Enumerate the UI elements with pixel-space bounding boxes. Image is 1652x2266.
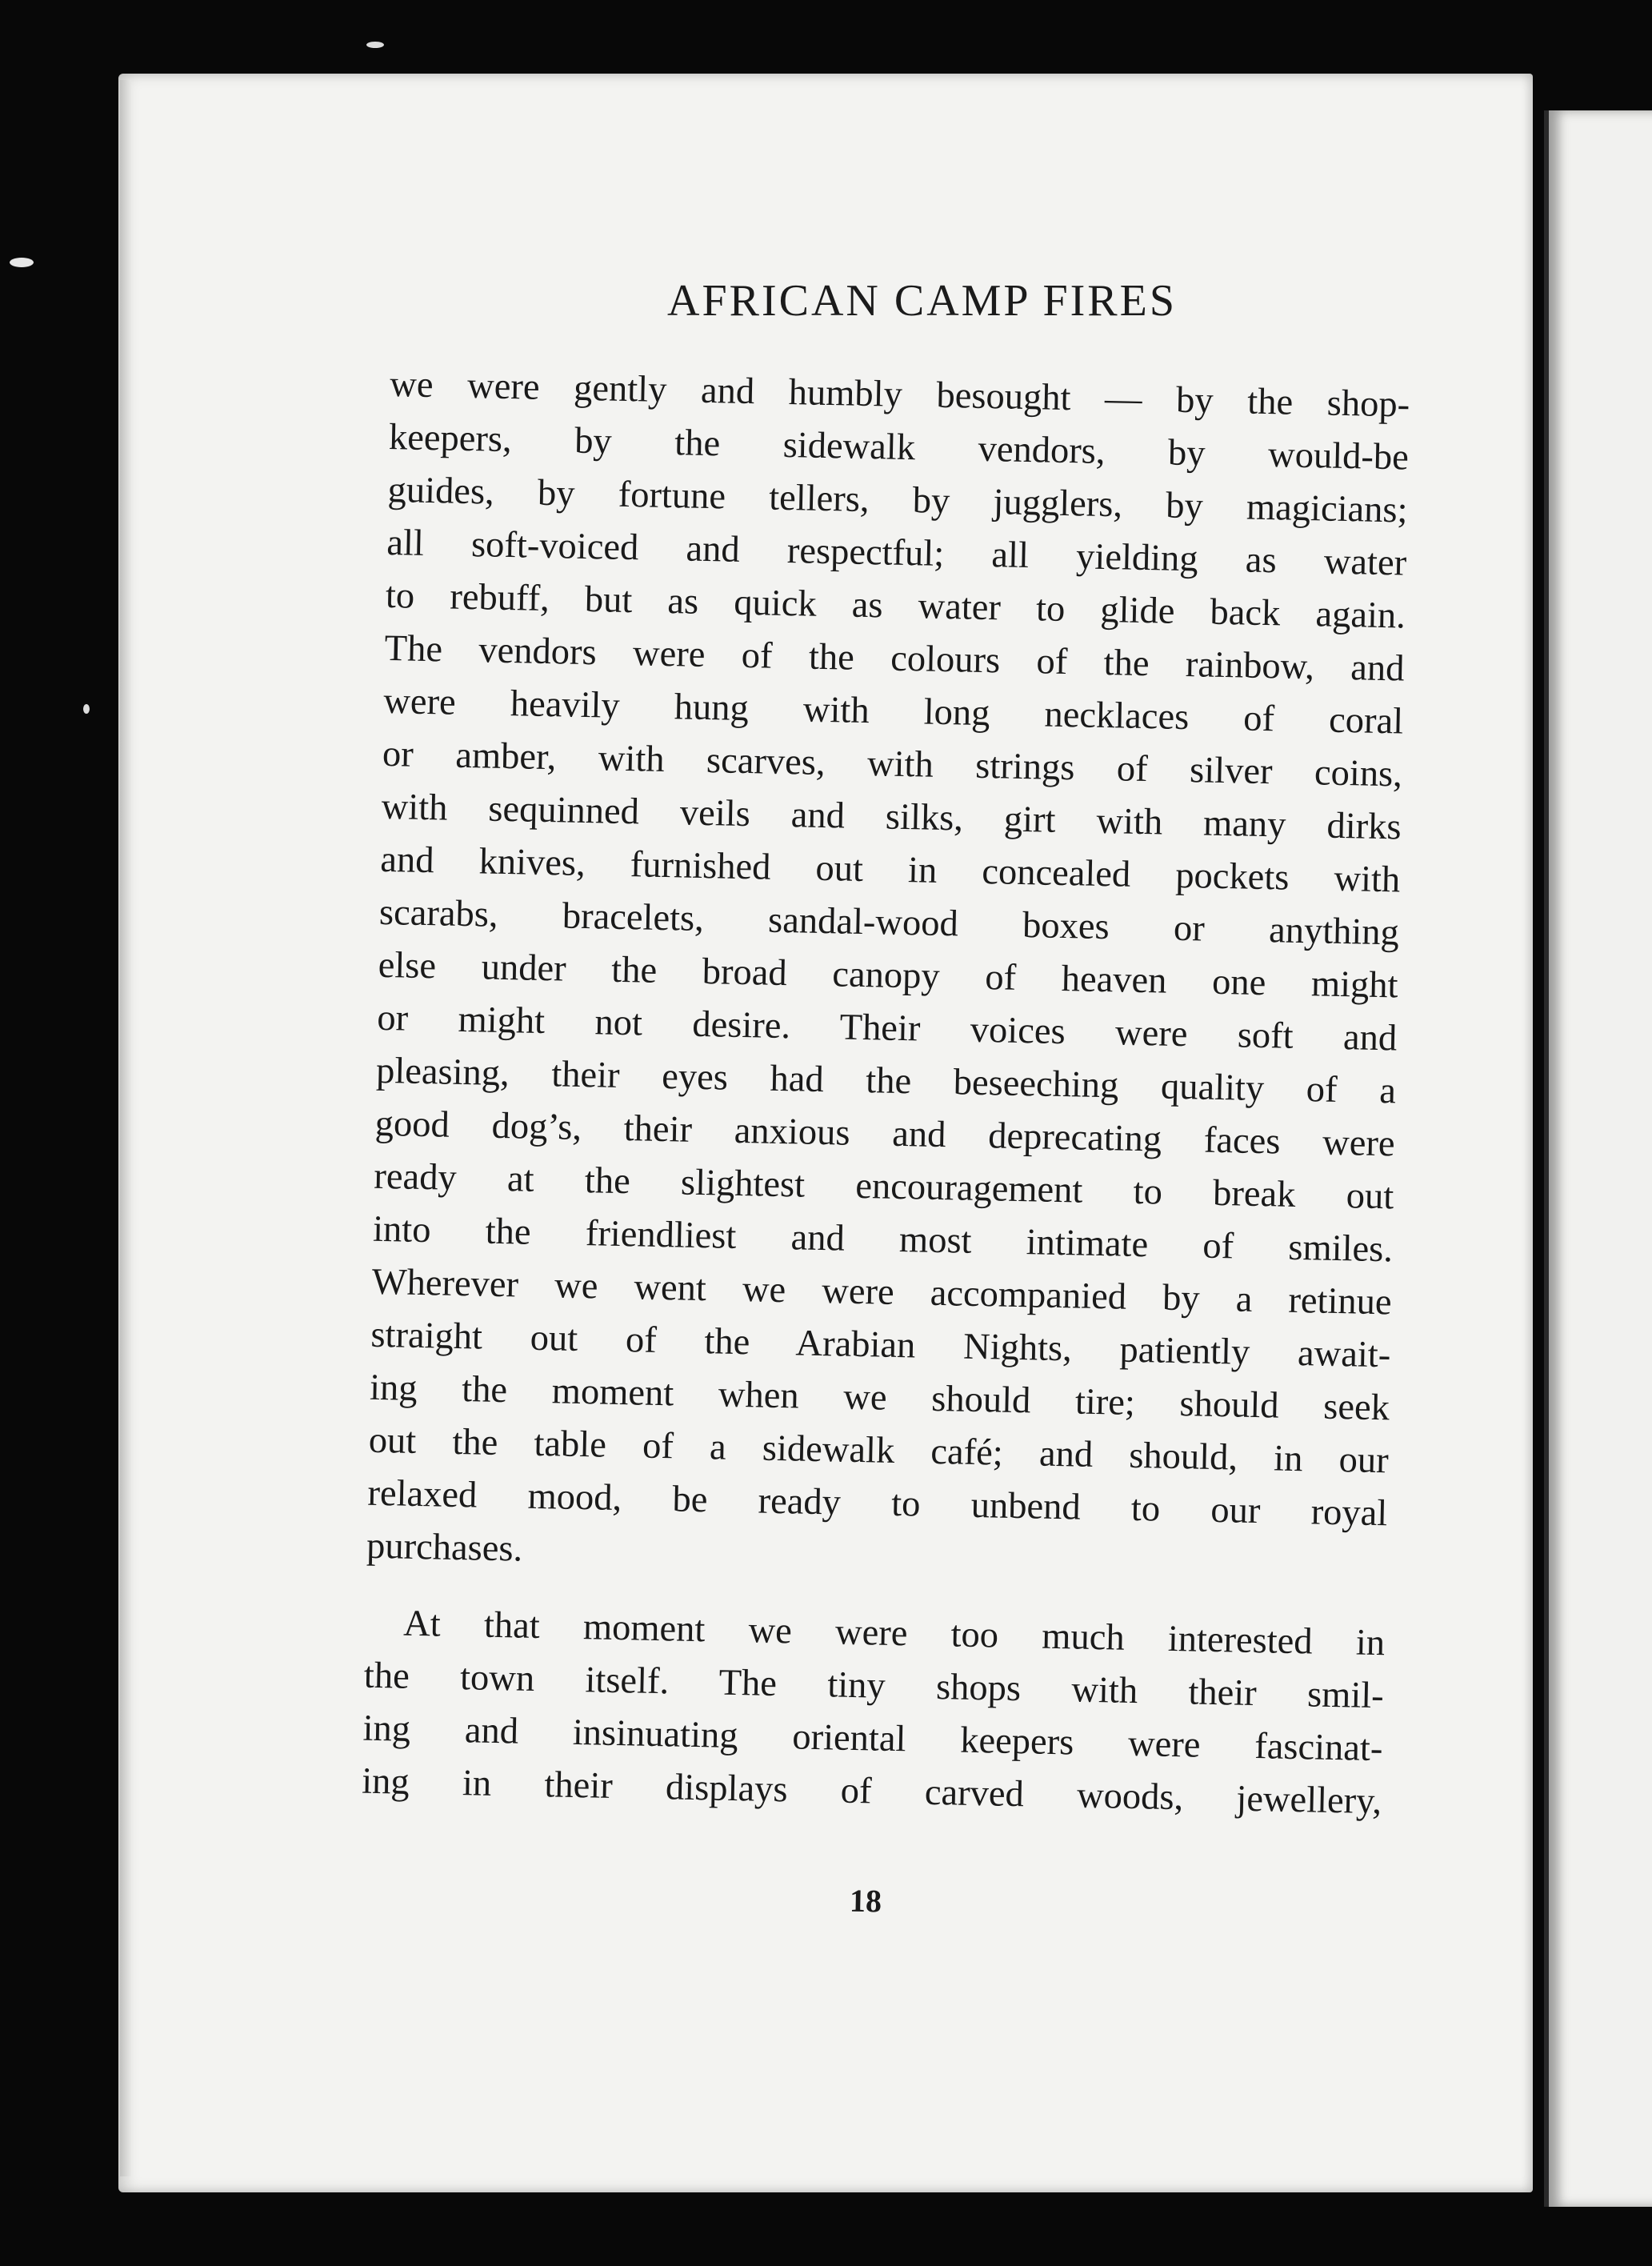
text-line: the town itself. The tiny shops with their smil- bbox=[363, 1655, 1385, 1717]
text-line: into the friendliest and most intimate of smiles. bbox=[372, 1208, 1394, 1271]
text-line: guides, by fortune tellers, by jugglers, by magicians; bbox=[387, 469, 1408, 531]
text-line: we were gently and humbly besought — by the shop- bbox=[389, 363, 1410, 426]
text-line: all soft-voiced and respectful; all yielding as water bbox=[386, 522, 1407, 584]
text-line: and knives, furnished out in concealed pockets with bbox=[379, 839, 1401, 901]
text-line: relaxed mood, be ready to unbend to our royal bbox=[367, 1472, 1388, 1535]
running-head: AFRICAN CAMP FIRES bbox=[667, 276, 1177, 326]
facing-page-edge bbox=[1544, 110, 1652, 2207]
text-line: The vendors were of the colours of the rainbow, and bbox=[384, 627, 1405, 690]
text-line: with sequinned veils and silks, girt with many dirks bbox=[381, 786, 1402, 848]
page-number: 18 bbox=[849, 1882, 882, 1920]
text-line: scarabs, bracelets, sandal-wood boxes or anything bbox=[378, 891, 1400, 954]
text-line: straight out of the Arabian Nights, patiently await- bbox=[370, 1314, 1391, 1376]
text-line: to rebuff, but as quick as water to glide back again. bbox=[385, 575, 1406, 637]
text-line: ing in their displays of carved woods, jewellery, bbox=[361, 1760, 1382, 1823]
text-line: or might not desire. Their voices were soft and bbox=[376, 997, 1398, 1059]
body-text bbox=[362, 358, 1410, 1828]
text-line: out the table of a sidewalk café; and should, in our bbox=[368, 1419, 1390, 1482]
text-line: Wherever we went we were accompanied by a retinue bbox=[371, 1261, 1393, 1323]
text-line: else under the broad canopy of heaven one might bbox=[378, 944, 1399, 1007]
scan-speck bbox=[83, 704, 90, 714]
scan-speck bbox=[366, 42, 384, 48]
text-line: good dog’s, their anxious and deprecating faces were bbox=[374, 1103, 1396, 1165]
text-line: or amber, with scarves, with strings of silver coins, bbox=[382, 733, 1403, 795]
text-line: keepers, by the sidewalk vendors, by would-be bbox=[388, 416, 1410, 478]
scan-speck bbox=[10, 258, 34, 267]
paragraph bbox=[366, 358, 1410, 1593]
text-line: purchases. bbox=[366, 1525, 523, 1570]
text-line: ready at the slightest encouragement to break out bbox=[373, 1155, 1394, 1218]
text-line: were heavily hung with long necklaces of coral bbox=[382, 680, 1404, 743]
text-line: ing the moment when we should tire; should seek bbox=[369, 1367, 1390, 1429]
page-gutter-shadow bbox=[120, 80, 131, 2176]
text-line: pleasing, their eyes had the beseeching quality of a bbox=[375, 1050, 1397, 1112]
paragraph bbox=[362, 1597, 1386, 1829]
text-line: At that moment we were too much interested in bbox=[402, 1603, 1386, 1664]
text-line: ing and insinuating oriental keepers were fascinat- bbox=[362, 1708, 1383, 1770]
